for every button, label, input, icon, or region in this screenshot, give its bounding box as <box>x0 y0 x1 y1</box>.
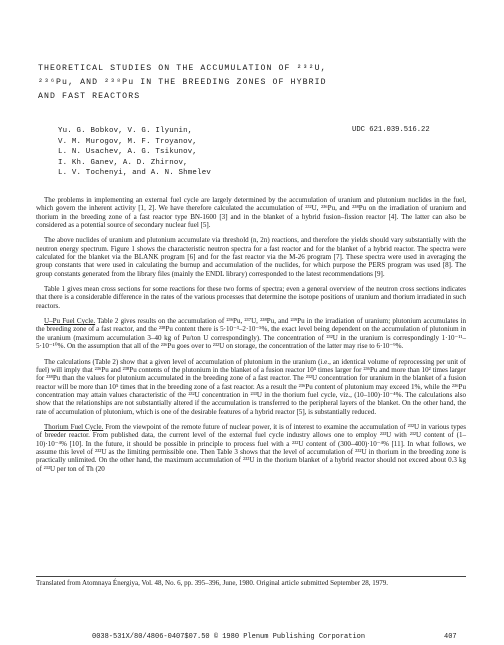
paragraph: The problems in implementing an external fuel cycle are largely determined by the accumulation of uranium and plutonium nuclides in the fuel, which govern the inherent activity [1, 2]. We have therefore calculated the accumulation of ²³²U, ²³⁶Pu, and ²³⁸Pu on the irradiation of uranium and thorium in the breeding zone of a fast reactor type BN-1600 [3] and in the blanket of a hybrid fusion–fission reactor [4]. The latter can also be considered as a potential source of secondary nuclear fuel [5]. <box>36 196 466 230</box>
author-list <box>58 126 318 179</box>
paragraph-text: Table 2 gives results on the accumulation of ²³⁶Pu, ²³⁷U, ²³⁸Pu, and ²³⁹Pu in the irradiation of uranium; plutonium accumulates in the breeding zone of a fast reactor, and the ²³⁸Pu content there is 5·10⁻³–2·10⁻⁵%, the exact level being dependent on the accumulation of plutonium in the uranium (maximum accumulation 3–40 kg of Pu/ton U correspondingly). The concentration of ²³²U in the uranium is correspondingly 1·10⁻¹¹–5·10⁻¹⁰%. On the assumption that all of the ²³⁶Pu goes over to ²³²U on storage, the concentration of the latter may rise to 6·10⁻⁹%. <box>36 317 466 351</box>
title-line-3: AND FAST REACTORS <box>38 92 141 101</box>
paragraph <box>36 317 466 350</box>
author-line: V. M. Murogov, M. F. Troyanov, <box>58 137 198 146</box>
section-heading-u-pu: U–Pu Fuel Cycle. <box>44 317 96 326</box>
author-line: I. Kh. Ganev, A. D. Zhirnov, <box>58 158 188 167</box>
copyright-line: 0038-531X/80/4806-0407$07.50 © 1980 Plenum Publishing Corporation <box>92 633 366 641</box>
page-number: 407 <box>444 633 457 641</box>
section-heading-thorium: Thorium Fuel Cycle. <box>44 422 104 431</box>
paragraph: Table 1 gives mean cross sections for some reactions for these two forms of spectra; even a general overview of the neutron cross sections indicates that there is a considerable difference in the rates of the various processes that determine the isotope positions of uranium and thorium irradiated in such reactors. <box>36 285 466 310</box>
paragraph-text: From the viewpoint of the remote future of nuclear power, it is of interest to examine the accumulation of ²³²U in various types of breeder reactor. From published data, the current level of the external fuel cycle industry allows one to employ ²³³U with ²³²U content of (1–10)·10⁻⁴% [10]. In the future, it should be possible in principle to process fuel with a ²³²U content of (300–400)·10⁻⁴% [11]. In what follows, we assume this level of ²³²U as the limiting permissible one. Then Table 3 shows that the level of accumulation of ²³²U in thorium in the breeding zone is practically unlimited. On the other hand, the maximum accumulation of ²³³U in the thorium blanket of a hybrid reactor should not exceed about 0.3 kg of ²³³U per ton of Th (20 <box>36 422 466 473</box>
translation-footnote: Translated from Atomnaya Énergiya, Vol. 48, No. 6, pp. 395–396, June, 1980. Original article submitted September 28, 1979. <box>36 576 466 587</box>
title-line-1: THEORETICAL STUDIES ON THE ACCUMULATION OF ²³²U, <box>38 64 327 73</box>
author-line: L. N. Usachev, A. G. Tsikunov, <box>58 148 198 157</box>
paragraph: The above nuclides of uranium and plutonium accumulate via threshold (n, 2n) reactions, and therefore the yields should vary substantially with the neutron energy spectrum. Figure 1 shows the characteristic neutron spectra for a fast reactor and for the blanket of a hybrid reactor. The spectra were calculated for the blanket via the BLANK program [6] and for the fast reactor via the M-26 program [7]. These spectra were used in averaging the group constants that were used in calculating the burnup and accumulation of the nuclides, for which purpose the PERS program was used [8]. The group constants generated from the library files (mainly the ENDL library) corresponded to the latest recommendations [9]. <box>36 236 466 278</box>
article-body <box>36 196 466 480</box>
udc-code: UDC 621.039.516.22 <box>352 126 430 134</box>
article-title <box>38 62 458 104</box>
paragraph <box>36 423 466 473</box>
title-line-2: ²³⁶Pu, AND ²³⁸Pu IN THE BREEDING ZONES OF HYBRID <box>38 78 327 87</box>
author-line: Yu. G. Bobkov, V. G. Ilyunin, <box>58 127 193 135</box>
paragraph: The calculations (Table 2) show that a given level of accumulation of plutonium in the uranium (i.e., an identical volume of reprocessing per unit of fuel) will imply that ²³⁶Pu and ²³⁸Pu contents of the plutonium in the blanket of a fusion reactor 10⁵ times larger for ²³⁶Pu and more than 10² times larger for ²³⁸Pu than the values for plutonium accumulated in the breeding zone of a fast reactor. The ²³²U concentration for uranium in the blanket of a fusion reactor will be more than 10⁵ times that in the breeding zone of a fast reactor. As a result the ²³⁶Pu content of plutonium may exceed 1%, while the ²³⁶Pu concentration may attain values characteristic of the ²³²U concentration in ²³³U in the thorium fuel cycle, viz., (10–100)·10⁻⁴%. The calculations also show that the relationships are not substantially altered if the accumulation is transferred to the peripheral layers of the blanket. On the other hand, the rate of accumulation of plutonium, which is one of the desirable features of a hybrid reactor [5], is substantially reduced. <box>36 357 466 416</box>
author-line: L. V. Tochenyi, and A. N. Shmelev <box>58 169 211 178</box>
